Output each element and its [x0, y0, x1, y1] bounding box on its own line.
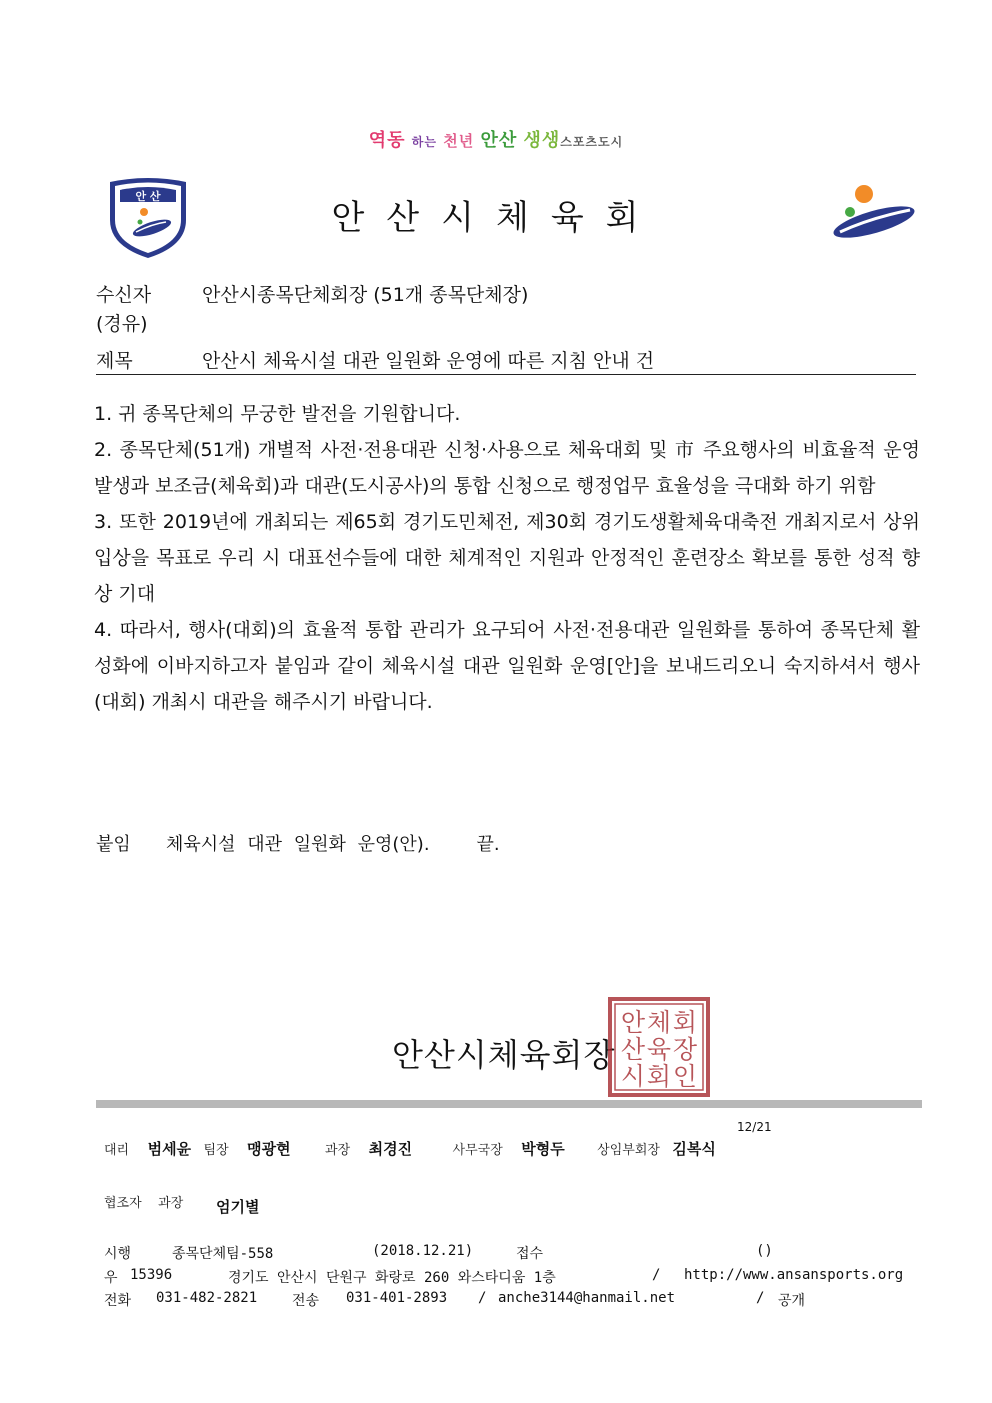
footer-address: 경기도 안산시 단원구 화랑로 260 와스타디움 1층: [228, 1270, 556, 1286]
footer-slash-1: /: [652, 1267, 661, 1283]
seal-char-9: 인: [672, 1062, 698, 1091]
seal-char-5: 육: [646, 1035, 672, 1064]
approver-2-name: 맹광현: [247, 1140, 291, 1158]
cooperation-role: 과장: [158, 1196, 184, 1211]
seal-char-7: 시: [620, 1062, 646, 1091]
footer-phone-label: 전화: [104, 1293, 132, 1309]
footer-disclosure: 공개: [778, 1293, 806, 1309]
body-paragraph-3: 3. 또한 2019년에 개최되는 제65회 경기도민체전, 제30회 경기도생활체육대축전 개최지로서 상위 입상을 목표로 우리 시 대표선수들에 대한 체계적인 지원과 안정적인 훈련장소 확보를 통한 성적 향상 기대: [94, 511, 920, 605]
recipient-label: 수신자: [96, 284, 152, 306]
attachment-text: 체육시설 대관 일원화 운영(안).: [165, 834, 430, 855]
seal-char-8: 회: [646, 1062, 672, 1091]
approver-3-name: 최경진: [368, 1140, 413, 1158]
footer-slash-3: /: [756, 1290, 765, 1306]
cooperation-name: 엄기별: [216, 1198, 260, 1216]
footer-enforce-label: 시행: [104, 1246, 132, 1262]
approver-4-role: 사무국장: [452, 1143, 503, 1158]
approver-4-name: 박형두: [521, 1140, 565, 1158]
footer-email-link[interactable]: anche3144@hanmail.net: [498, 1290, 676, 1306]
approval-date: 12/21: [737, 1120, 772, 1134]
footer-divider-bar: [96, 1100, 922, 1108]
footer-fax: 031-401-2893: [346, 1290, 448, 1306]
footer-slash-2: /: [478, 1290, 487, 1306]
slogan: [0, 126, 992, 152]
slogan-word-2: 하는: [411, 135, 437, 149]
slogan-word-6: 스포츠도시: [560, 135, 624, 149]
footer-website-link[interactable]: http://www.ansansports.org: [684, 1267, 904, 1283]
footer-line-1: [104, 1243, 131, 1263]
approver-3-role: 과장: [325, 1143, 351, 1158]
emblem-text: 안 산: [135, 190, 161, 203]
subject-label: 제목: [96, 350, 133, 372]
seal-char-2: 체: [646, 1008, 672, 1037]
footer-date: (2018.12.21): [372, 1243, 474, 1259]
footer-receipt-label: 접수: [516, 1246, 544, 1262]
slogan-word-3: 천년: [443, 132, 475, 150]
attachment-end: 끝.: [476, 834, 500, 855]
subject-value: 안산시 체육시설 대관 일원화 운영에 따른 지침 안내 건: [202, 350, 655, 372]
footer-fax-label: 전송: [292, 1293, 320, 1309]
approver-5-role: 상임부회장: [597, 1143, 660, 1158]
body-paragraph-1: 1. 귀 종목단체의 무궁한 발전을 기원합니다.: [94, 403, 461, 425]
cooperation-label: 협조자: [104, 1196, 142, 1211]
cooperation-name-wrap: [216, 1196, 259, 1217]
footer-zip: 15396: [130, 1267, 173, 1283]
seal-char-3: 회: [672, 1008, 698, 1037]
body-paragraph-4: 4. 따라서, 행사(대회)의 효율적 통합 관리가 요구되어 사전·전용대관 일원화를 통하여 종목단체 활성화에 이바지하고자 붙임과 같이 체육시설 대관 일원화 운영[안]을 보내드리오니 숙지하셔서 행사(대회) 개최시 대관을 해주시기 바랍니다.: [94, 619, 920, 713]
slogan-word-1: 역동: [368, 130, 406, 151]
seal-char-4: 산: [620, 1035, 646, 1064]
via-label: (경유): [96, 313, 148, 335]
footer-zip-label: 우: [104, 1270, 118, 1286]
signer-title: 안산시체육회장: [392, 1036, 616, 1074]
slogan-word-4: 안산: [480, 130, 518, 151]
header-divider: [96, 374, 916, 375]
footer-phone: 031-482-2821: [156, 1290, 258, 1306]
approver-2-role: 팀장: [203, 1143, 229, 1158]
approver-1-name: 범세윤: [147, 1140, 192, 1158]
cooperation-line: [104, 1192, 183, 1211]
attachment-label: 붙임: [96, 834, 131, 855]
official-seal-icon: [608, 997, 710, 1097]
approver-1-role: 대리: [104, 1143, 130, 1158]
approver-5-name: 김복식: [672, 1140, 716, 1158]
attachment-line: [96, 830, 500, 856]
document-body: [94, 396, 920, 720]
footer-receipt-paren: (): [756, 1243, 773, 1259]
approval-line: [104, 1138, 716, 1159]
seal-char-6: 장: [672, 1035, 698, 1064]
ansan-logo-icon: [826, 182, 916, 244]
body-paragraph-2: 2. 종목단체(51개) 개별적 사전·전용대관 신청·사용으로 체육대회 및 市 주요행사의 비효율적 운영 발생과 보조금(체육회)과 대관(도시공사)의 통합 신청으로 행정업무 효율성을 극대화 하기 위함: [94, 439, 920, 497]
recipient-value: 안산시종목단체회장 (51개 종목단체장): [202, 284, 529, 306]
slogan-word-5: 생생: [523, 130, 561, 151]
footer-doc-number: 종목단체팀-558: [172, 1246, 274, 1262]
seal-char-1: 안: [620, 1008, 646, 1037]
organization-title: 안산시체육회: [331, 198, 661, 238]
